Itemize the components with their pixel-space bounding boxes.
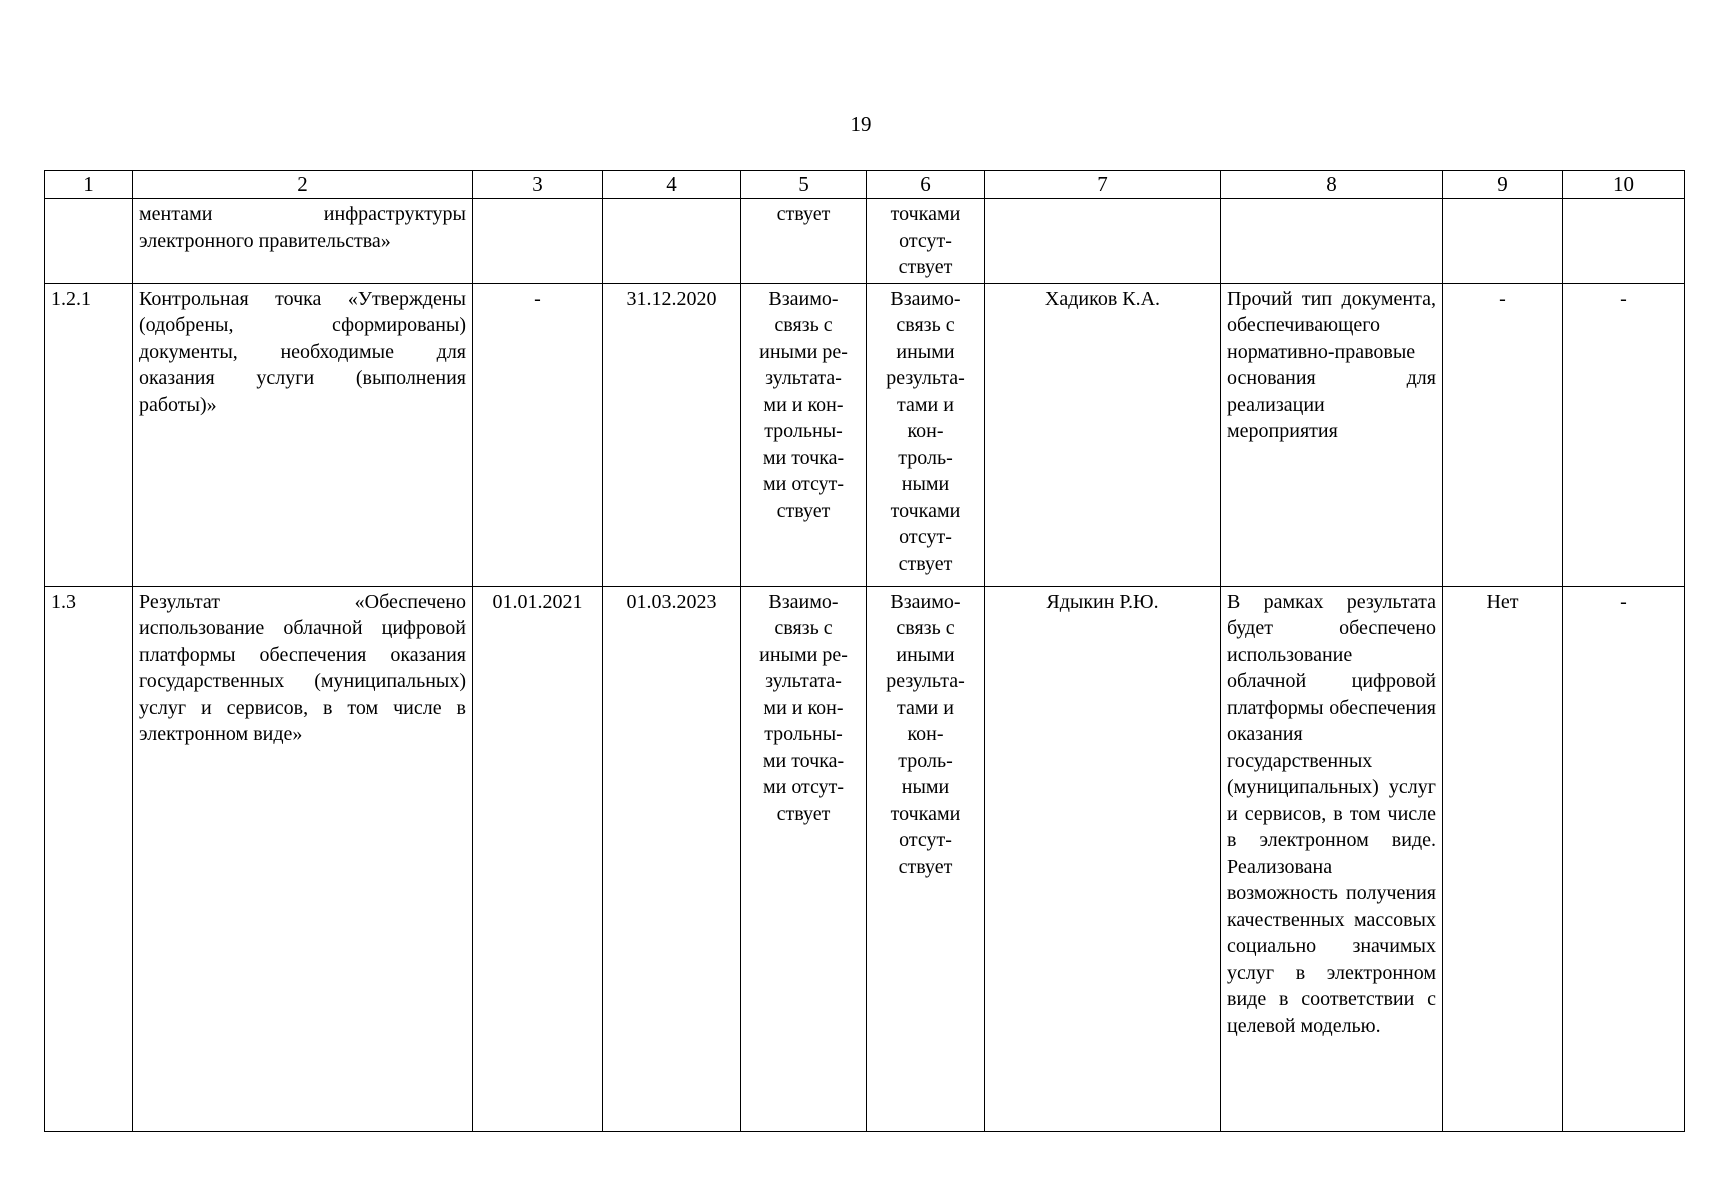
row-number: 1.3 [45, 586, 133, 1131]
relation-predecessors: Взаимо- связь с иными ре- зультата- ми и кон- трольны- ми точка- ми отсут- ствует [741, 586, 867, 1131]
start-date [473, 199, 603, 284]
row-description: Контрольная точка «Утверждены (одобрены, сформированы) документы, необходимые для оказания услуги (выполнения работы)» [133, 283, 473, 586]
header-cell: 5 [741, 171, 867, 199]
header-row [45, 171, 1685, 199]
col9-value: - [1443, 283, 1563, 586]
responsible-person [985, 199, 1221, 284]
row-number: 1.2.1 [45, 283, 133, 586]
row-description: ментами инфраструктуры электронного правительства» [133, 199, 473, 284]
header-cell: 7 [985, 171, 1221, 199]
col10-value: - [1563, 586, 1685, 1131]
responsible-person: Ядыкин Р.Ю. [985, 586, 1221, 1131]
header-cell: 10 [1563, 171, 1685, 199]
responsible-person: Хадиков К.А. [985, 283, 1221, 586]
header-cell: 8 [1221, 171, 1443, 199]
header-cell: 9 [1443, 171, 1563, 199]
document-type: В рамках результата будет обеспечено использование облачной цифровой платформы обеспечения оказания государственных (муниципальных) услуг и сервисов, в том числе в электронном виде. Реализована возможность получения качественных массовых социально значимых услуг в электронном виде в соответствии с целевой моделью. [1221, 586, 1443, 1131]
row-number [45, 199, 133, 284]
table-row [45, 199, 1685, 284]
end-date: 31.12.2020 [603, 283, 741, 586]
header-cell: 2 [133, 171, 473, 199]
col9-value: Нет [1443, 586, 1563, 1131]
header-cell: 4 [603, 171, 741, 199]
relation-predecessors: Взаимо- связь с иными ре- зультата- ми и кон- трольны- ми точка- ми отсут- ствует [741, 283, 867, 586]
col10-value: - [1563, 283, 1685, 586]
table-row [45, 586, 1685, 1131]
document-table [44, 170, 1685, 1132]
relation-successors: точками отсут- ствует [867, 199, 985, 284]
header-cell: 3 [473, 171, 603, 199]
page-number: 19 [850, 112, 872, 136]
relation-successors: Взаимо- связь с иными результа- тами и кон- троль- ными точками отсут- ствует [867, 283, 985, 586]
relation-predecessors: ствует [741, 199, 867, 284]
document-type: Прочий тип документа, обеспечивающего нормативно-правовые основания для реализации мероприятия [1221, 283, 1443, 586]
relation-successors: Взаимо- связь с иными результа- тами и кон- троль- ными точками отсут- ствует [867, 586, 985, 1131]
header-cell: 1 [45, 171, 133, 199]
end-date: 01.03.2023 [603, 586, 741, 1131]
start-date: 01.01.2021 [473, 586, 603, 1131]
col10-value [1563, 199, 1685, 284]
start-date: - [473, 283, 603, 586]
col9-value [1443, 199, 1563, 284]
end-date [603, 199, 741, 284]
header-cell: 6 [867, 171, 985, 199]
document-type [1221, 199, 1443, 284]
table-row [45, 283, 1685, 586]
row-description: Результат «Обеспечено использование облачной цифровой платформы обеспечения оказания государственных (муниципальных) услуг и сервисов, в том числе в электронном виде» [133, 586, 473, 1131]
